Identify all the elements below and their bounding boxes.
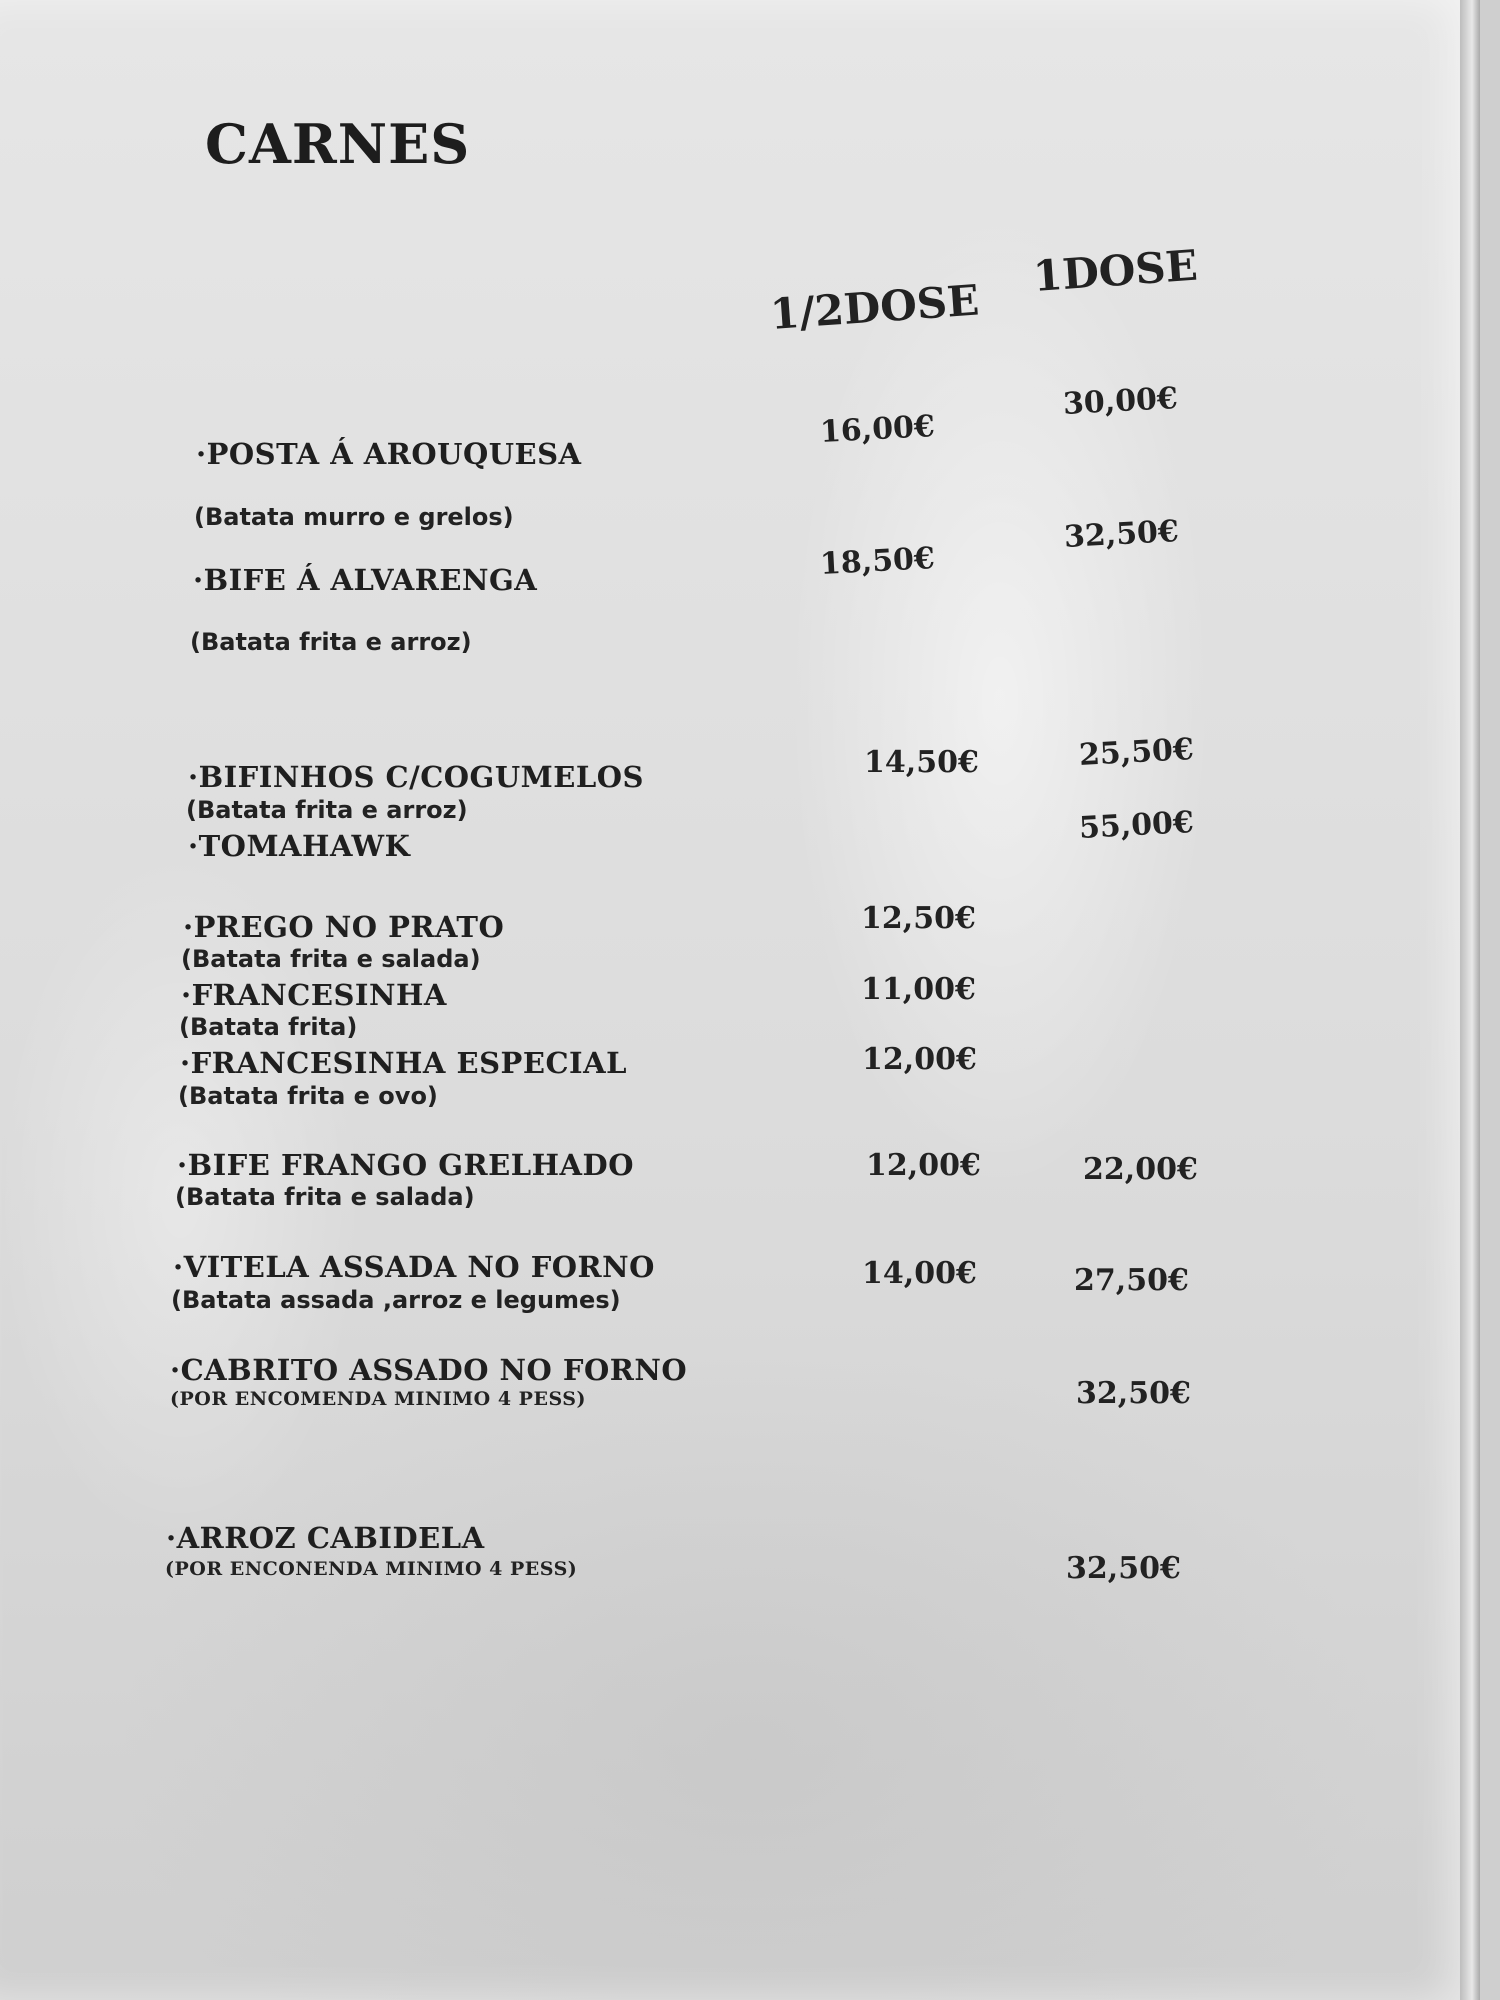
dish-name: ·FRANCESINHA ESPECIAL: [180, 1046, 627, 1080]
full-dose-price: 27,50€: [1074, 1263, 1189, 1298]
full-dose-price: 30,00€: [1062, 381, 1179, 422]
dish-description: (POR ENCONENDA MINIMO 4 PESS): [165, 1558, 578, 1580]
half-dose-price: 14,50€: [864, 745, 979, 780]
dish-name: ·TOMAHAWK: [188, 829, 411, 863]
dish-description: (Batata frita e ovo): [178, 1082, 438, 1110]
dish-description: (Batata frita e arroz): [190, 628, 472, 656]
dish-description: (POR ENCOMENDA MINIMO 4 PESS): [170, 1388, 586, 1410]
dish-name: ·FRANCESINHA: [181, 978, 447, 1012]
dish-name: ·ARROZ CABIDELA: [166, 1521, 485, 1555]
half-dose-price: 12,50€: [861, 901, 976, 936]
half-dose-price: 12,00€: [862, 1042, 977, 1077]
full-dose-price: 32,50€: [1076, 1376, 1191, 1411]
half-dose-header: 1/2DOSE: [768, 275, 981, 339]
dish-name: ·BIFE Á ALVARENGA: [193, 563, 538, 597]
full-dose-price: 55,00€: [1078, 805, 1195, 846]
full-dose-price: 32,50€: [1063, 514, 1180, 555]
menu-title: CARNES: [205, 112, 471, 176]
dish-description: (Batata assada ,arroz e legumes): [171, 1286, 621, 1314]
full-dose-price: 32,50€: [1066, 1551, 1181, 1586]
dish-name: ·VITELA ASSADA NO FORNO: [173, 1250, 655, 1284]
dish-description: (Batata frita e salada): [175, 1183, 475, 1211]
full-dose-price: 22,00€: [1083, 1152, 1198, 1187]
dish-description: (Batata frita e salada): [181, 945, 481, 973]
half-dose-price: 18,50€: [819, 541, 936, 582]
dish-name: ·BIFINHOS C/COGUMELOS: [188, 760, 644, 794]
dish-description: (Batata frita): [179, 1013, 358, 1041]
dish-name: ·POSTA Á AROUQUESA: [196, 437, 582, 471]
half-dose-price: 12,00€: [866, 1148, 981, 1183]
half-dose-price: 16,00€: [819, 409, 936, 450]
dish-name: ·BIFE FRANGO GRELHADO: [177, 1148, 634, 1182]
half-dose-price: 11,00€: [861, 972, 976, 1007]
dish-description: (Batata murro e grelos): [194, 503, 514, 531]
dish-name: ·PREGO NO PRATO: [183, 910, 505, 944]
half-dose-price: 14,00€: [862, 1256, 977, 1291]
full-dose-price: 25,50€: [1078, 732, 1195, 773]
full-dose-header: 1DOSE: [1031, 240, 1200, 301]
page-edge: [1460, 0, 1480, 2000]
dish-name: ·CABRITO ASSADO NO FORNO: [170, 1353, 688, 1387]
dish-description: (Batata frita e arroz): [186, 796, 468, 824]
